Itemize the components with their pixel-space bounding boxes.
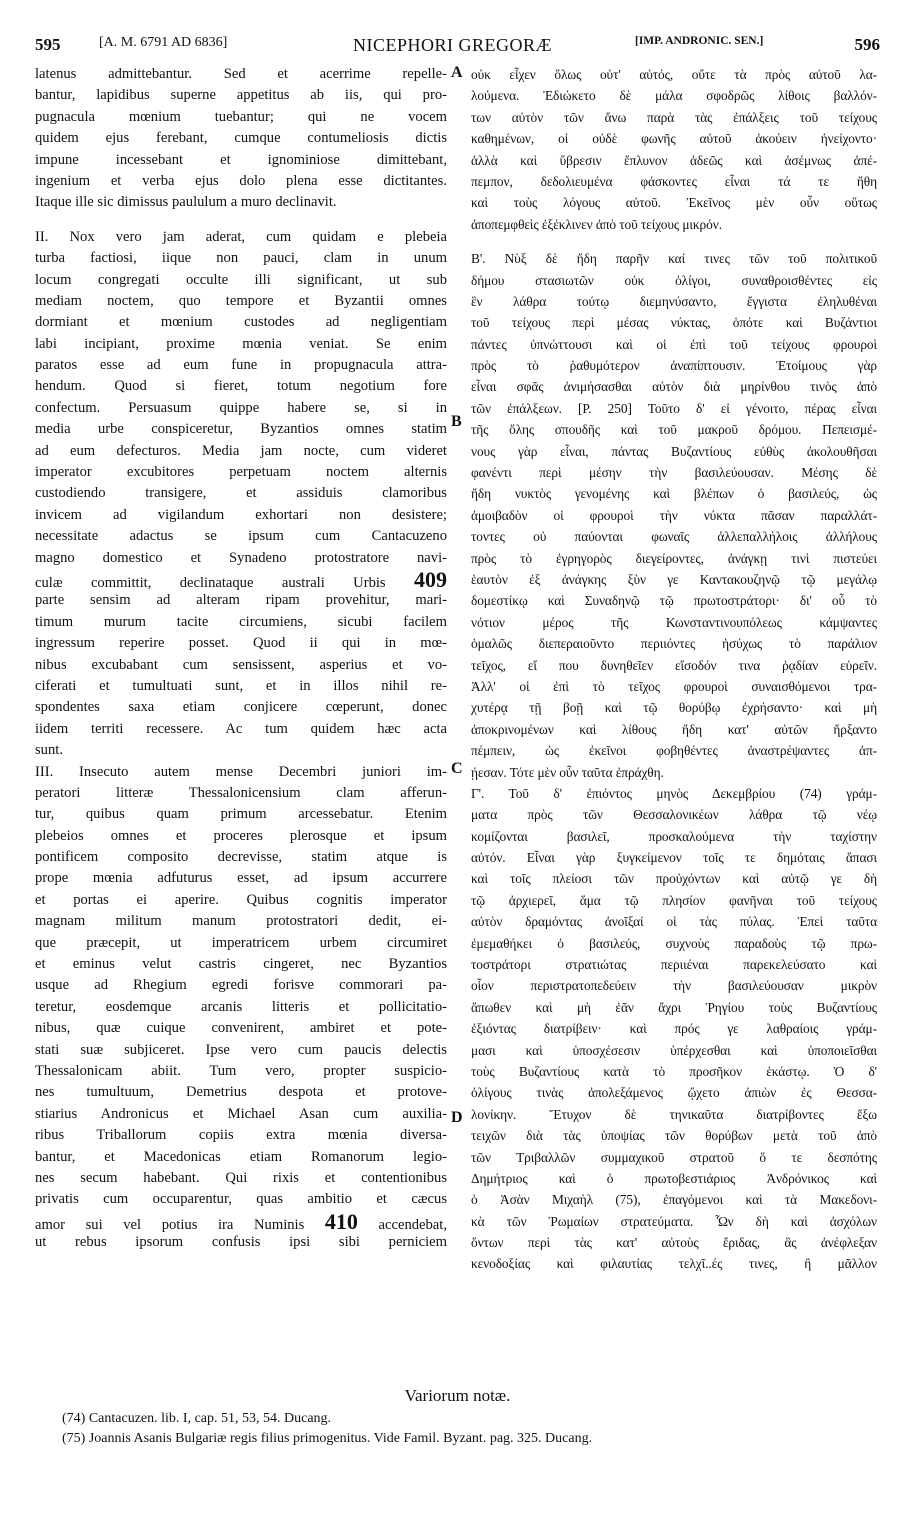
greek-line: των αὐτὸν τῶν ἄνω παρὰ τὰς ἐπάλξεις τοῦ τείχους	[471, 109, 877, 125]
latin-line: sunt.	[35, 742, 63, 759]
greek-line: οἷον περιστρατοπεδεύειν τὴν βασιλεύουσαν μικρὸν	[471, 978, 877, 994]
margin-letter-d: D	[451, 1109, 463, 1126]
latin-line	[35, 1211, 447, 1232]
latin-line: Thessalonicam abiit. Tum vero, propter suspicio-	[35, 1062, 447, 1079]
page-marker-409: 409	[414, 568, 447, 591]
latin-line: bantur, et Macedonicas etiam Romanorum legio-	[35, 1148, 447, 1165]
latin-line: invicem ad vigilandum exhortari non desistere;	[35, 506, 447, 523]
greek-line: αὐτόν. Εἶναι γὰρ ξυγκείμενον τοῖς τε δημόταις ἅπασι	[471, 850, 877, 866]
running-header	[35, 35, 880, 59]
latin-line: bantur, lapidibus superne appetitus ab iis, qui pro-	[35, 87, 447, 104]
greek-line: Δημήτριος καὶ ὁ πρωτοβεστιάριος Ἀνδρόνικος καὶ	[471, 1170, 877, 1186]
latin-line: stati suæ subjiceret. Ipse vero cum paucis delectis	[35, 1041, 447, 1058]
latin-line: et eminus velut castris cingeret, nec Byzantios	[35, 956, 447, 973]
greek-line: ὁμαλῶς διεπεραιοῦντο περιιόντες ἡσύχως τὸ παράλιον	[471, 636, 877, 652]
greek-line: τειχῶν διὰ τὰς ὑποψίας τῶν θορύβων μετὰ τοῦ ἀπὸ	[471, 1128, 877, 1144]
latin-line: nibus excubabant cum sensissent, asperius et vo-	[35, 656, 447, 673]
greek-line: λονίκην. Ἔτυχον δὲ τηνικαῦτα διατρίβοντες ἔξω	[471, 1106, 877, 1122]
latin-line: pugnacula mœnium tuebantur; qui ne vocem	[35, 108, 447, 125]
greek-line: νότιον μέρος τῆς Κωνσταντινουπόλεως κάμψαντες	[471, 614, 877, 630]
greek-line: Ἀλλ' οἱ ἐπὶ τὸ τεῖχος φρουροὶ συναισθόμενοι τρα-	[471, 678, 877, 694]
greek-line: πάντες ὑπνώττουσι καὶ οἱ ἐπὶ τοῦ τείχους φρουροὶ	[471, 336, 877, 352]
latin-line: quidem ejus ferebant, cumque contumeliosis dictis	[35, 130, 447, 147]
greek-line: οὐκ εἶχεν ὅλως οὐτ' αὐτός, οὔτε τὰ πρὸς αὐτοῦ λα-	[471, 67, 877, 82]
latin-line: Itaque ille sic dimissus paululum a muro declinavit.	[35, 194, 337, 211]
latin-line: stiarius Andronicus et Michael Asan cum auxilia-	[35, 1105, 447, 1122]
latin-line	[35, 569, 447, 590]
greek-line: τεῖχος, εἴ που δυνηθεῖεν εἴσοδόν τινα ῥᾳδίαν εὑρεῖν.	[471, 657, 877, 673]
latin-line: privatis cum occuparentur, quas ambitio et cæcus	[35, 1191, 447, 1208]
latin-line: media urbe conspiceretur, Byzantios omnes statim	[35, 421, 447, 438]
greek-line: ἤδη νυκτὸς γενομένης καὶ βλέπων ὁ βασιλεύς, ὡς	[471, 486, 877, 502]
latin-line-text: accendebat,	[378, 1216, 447, 1233]
greek-line: πρὸς τὸ ῥαθυμότερον ἀναπίπτουσιν. Ἑτοίμους γὰρ	[471, 358, 877, 374]
latin-line: tur, quibus quam primum arcessebatur. Etenim	[35, 806, 447, 823]
greek-line: πεμπον, δεδολιευμένα φάσκοντες εἶναι τά τε ἤθη	[471, 173, 877, 189]
greek-line: νους γὰρ εἶναι, πάντας Βυζαντίους εὐθὺς ἀκολουθῆσαι	[471, 443, 877, 459]
greek-line: καθημένων, οἱ οὐδὲ φωνῆς αὐτοῦ ἀκούειν ἠνείχοντο·	[471, 131, 877, 147]
latin-line: nes tumultuum, Demetrius despota et protove-	[35, 1084, 447, 1101]
year-range: [A. M. 6791 AD 6836]	[99, 35, 228, 50]
greek-line: ἑαυτὸν ἐξ ἀνάγκης ξὺν γε Καντακουζηνῷ τῷ μεγάλῳ	[471, 571, 877, 587]
latin-line: confectum. Persuasum quippe habere se, si in	[35, 399, 447, 416]
latin-line: que præcepit, ut imperatricem urbem circumiret	[35, 934, 447, 951]
greek-line: πρὸς τὸ ἐγρηγορὸς διεγείροντες, ἀνάγκῃ τινὶ πιστεύει	[471, 550, 877, 566]
latin-line: pontificem composito decrevisse, statim atque is	[35, 849, 447, 866]
greek-line: τῆς ὅλης σπουδῆς καὶ τοῦ μακροῦ δρόμου. Πεπεισμέ-	[471, 422, 877, 438]
running-title: NICEPHORI GREGORÆ	[353, 35, 553, 55]
greek-line: ὁ Ἀσὰν Μιχαὴλ (75), ἐπαγόμενοι καὶ τὰ Μακεδονι-	[471, 1192, 877, 1208]
latin-line: imperator excubitores perpetuam noctem alternis	[35, 464, 447, 481]
greek-line: κενοδοξίας καὶ φιλαυτίας τελχῖ..ές τινες, ἢ μᾶλλον	[471, 1256, 877, 1272]
latin-line: ribus Triballorum copiis extra mœnia diversa-	[35, 1127, 447, 1144]
footnote-74: (74) Cantacuzen. lib. I, cap. 51, 53, 54. Ducang.	[62, 1411, 332, 1426]
greek-line: τοῦ τείχους περὶ μέσας νύκτας, ὁπότε καὶ Βυζάντιοι	[471, 315, 877, 331]
greek-line: καὶ τοὺς λόγους αὐτοῦ. Ἐκεῖνος μὲν οὖν οὕτως	[471, 195, 877, 211]
greek-line: τοὺς Βυζαντίους κατὰ τὸ προσῆκον ἑκάστῳ. Ὁ δ'	[471, 1063, 877, 1079]
greek-line: ἓν λάθρα τούτῳ διεμηνύσαντο, ἔγγιστα ἐληλυθέναι	[471, 293, 877, 309]
greek-line: μασι καὶ ὑποσχέσεσιν ὑπέρχεσθαι καὶ ὑποποιεῖσθαι	[471, 1042, 877, 1058]
greek-line: καὶ τοῖς πλείοσι τῶν προὐχόντων καὶ αὐτῷ γε δὴ	[471, 871, 877, 887]
latin-line: teretur, eosdemque arcanis litteris et pollicitatio-	[35, 998, 447, 1015]
latin-line: timum murum tacite circumiens, sicubi facilem	[35, 613, 447, 630]
greek-line: χυτέρᾳ τῇ βοῇ καὶ τῷ θορύβῳ ἐχρήσαντο· καὶ μὴ	[471, 700, 877, 716]
greek-line: Γ'. Τοῦ δ' ἐπιόντος μηνὸς Δεκεμβρίου (74) γράμ-	[471, 785, 877, 801]
greek-line: ἀλλὰ καὶ ὕβρεσιν ἔπλυνον ἀδεῶς καὶ ἀσέμνως ἀπέ-	[471, 152, 877, 168]
latin-line: usque ad Rhegium egredi forisve commorari pa-	[35, 977, 447, 994]
greek-line: ὀλίγους τινὰς ἀπολεξάμενος ᾤχετο ἀπιὼν ἐς Θεσσα-	[471, 1085, 877, 1101]
latin-line: mediam noctem, quo tempore et Byzantii omnes	[35, 292, 447, 309]
latin-line-text: culæ committit, declinataque australi Urbis	[35, 574, 386, 591]
greek-line: εἶναι σφᾶς ἀνιμήσασθαι αὐτὸν διὰ μηρίνθου τινὸς ἀπὸ	[471, 379, 877, 395]
latin-column	[35, 64, 447, 1253]
latin-line: custodiendo transigere, et assiduis clamoribus	[35, 485, 447, 502]
latin-line: ciferati et tumultuati sunt, et in illos nihil re-	[35, 677, 447, 694]
page-marker-410: 410	[324, 1210, 358, 1233]
latin-line: parte sensim ad alteram ripam provehitur, mari-	[35, 592, 447, 609]
margin-letter-b: B	[451, 413, 462, 430]
latin-line: magnam militum manum protostratori dedit, ei-	[35, 913, 447, 930]
greek-line: ῄεσαν. Τότε μὲν οὖν ταῦτα ἐπράχθη.	[471, 764, 664, 780]
latin-line: necessitate adactus se ipsum cum Cantacuzeno	[35, 528, 447, 545]
greek-line: φανέντι περὶ μέσην τὴν βασιλεύουσαν. Μέσης δὲ	[471, 465, 877, 481]
latin-line: II. Nox vero jam aderat, cum quidam e plebeia	[35, 228, 447, 245]
greek-line: τῷ ἀρχιερεῖ, ἅμα τῷ πλησίον φανῆναι τοῦ τείχους	[471, 892, 877, 908]
latin-line: ad eum defecturos. Media jam nocte, cum videret	[35, 442, 447, 459]
greek-line: ἀποκρινομένων καὶ λίθους ἤδη κατ' αὐτῶν ἤρξαντο	[471, 721, 877, 737]
notes-heading: Variorum notæ.	[404, 1386, 511, 1405]
latin-line: turba factiosi, iique non pauci, clam in unum	[35, 250, 447, 267]
footnote-75: (75) Joannis Asanis Bulgariæ regis filius primogenitus. Vide Famil. Byzant. pag. 325. Ducang.	[62, 1431, 593, 1446]
latin-line: dormiant et mœnium custodes ad negligentiam	[35, 314, 447, 331]
latin-line: ut rebus ipsorum confusis ipsi sibi perniciem	[35, 1234, 447, 1251]
latin-line: locum congregati occulte illi significant, ut sub	[35, 271, 447, 288]
greek-line: ἐμεμαθήκει ὁ βασιλεύς, συχνοὺς παραδοὺς τῷ πρω-	[471, 935, 877, 951]
greek-line: ἀμοιβαδὸν οἱ φρουροὶ τὴν νύκτα πᾶσαν παραλλάτ-	[471, 507, 877, 523]
margin-letter-c: C	[451, 760, 463, 777]
margin-letter-a: A	[451, 64, 463, 81]
latin-line: peratori litteræ Thessalonicensium clam afferun-	[35, 784, 447, 801]
greek-line: τῶν Τριβαλλῶν συμμαχικοῦ στρατοῦ ὅ τε δεσπότης	[471, 1149, 877, 1165]
latin-line: nes secum habebant. Qui rixis et contentionibus	[35, 1169, 447, 1186]
greek-line: δομεστίκῳ καὶ Συναδηνῷ τῷ πρωτοστράτορι· δι' οὗ τὸ	[471, 593, 877, 609]
greek-line: κὰ τῶν Ῥωμαίων στρατεύματα. Ὧν δὴ καὶ ἀσχόλων	[471, 1213, 877, 1229]
latin-line: latenus admittebantur. Sed et acerrime repelle-	[35, 66, 447, 82]
latin-line: hendum. Quod si fieret, totum negotium fore	[35, 378, 447, 395]
latin-line: et portas ei aperire. Quibus cognitis imperator	[35, 891, 447, 908]
greek-line: ματα πρὸς τῶν Θεσσαλονικέων λάθρα τῷ νέῳ	[471, 807, 877, 823]
greek-line: τοντες οὐ παύονται φωναῖς ἀλλεπαλλήλοις ἀλλήλους	[471, 529, 877, 545]
greek-line: δήμου στασιωτῶν οὐκ ὀλίγοι, συναθροισθέντες εἰς	[471, 272, 877, 288]
latin-line: prope mœnia adfuturus esset, ad ipsum accurrere	[35, 870, 447, 887]
latin-line: magno domestico et Synadeno protostratore navi-	[35, 549, 447, 566]
latin-line: spondentes saxa etiam conjicere cœperunt, donec	[35, 699, 447, 716]
greek-line: αὐτὸν δραμόντας ἀνοῖξαί οἱ τὰς πύλας. Ἐπεὶ ταῦτα	[471, 914, 877, 930]
latin-line: paratos esse ad eum fune in propugnacula attra-	[35, 357, 447, 374]
page-number-right: 596	[854, 35, 880, 54]
greek-line: τοστράτορι στρατιώτας περιιέναι παρεκελεύσατο καὶ	[471, 957, 877, 973]
greek-line: ἄπωθεν καὶ μὴ ἐᾶν ἄχρι Ῥηγίου τοὺς Βυζαντίους	[471, 999, 877, 1015]
latin-line: impune incessebant et ignominiose dimittebant,	[35, 151, 447, 168]
latin-line: iidem territi recessere. Ac tum quidem hæc acta	[35, 720, 447, 737]
latin-line: labi incipiant, proxime mœnia veniat. Se enim	[35, 335, 447, 352]
latin-line: plebeios omnes et proceres plerosque et ipsum	[35, 827, 447, 844]
latin-line: ingenium et verba ejus dolo plena esse dictitantes.	[35, 172, 447, 189]
greek-column	[471, 64, 877, 1275]
latin-line: ingressum reperire posset. Quod ii qui in mœ-	[35, 635, 447, 652]
greek-line: ὄντων περὶ τὰς κατ' αὐτοὺς ἔριδας, ἃς ἀνέφλεξαν	[471, 1235, 877, 1251]
greek-line: τῶν ἐπάλξεων. [P. 250] Τοῦτο δ' εἰ γένοιτο, πέρας εἶναι	[471, 400, 877, 416]
page-number-left: 595	[35, 35, 61, 54]
section-label: [IMP. ANDRONIC. SEN.]	[635, 35, 764, 47]
greek-line: ἐξιόντας διατρίβειν· καὶ πρός γε λαθραίοις γράμ-	[471, 1021, 877, 1037]
greek-line: πέμπειν, ὡς ἐκεῖνοι φοβηθέντες ἀναστρέψαντες ἀπ-	[471, 743, 877, 759]
latin-line-text: amor sui vel potius ira Numinis	[35, 1216, 305, 1233]
latin-line: nibus, quæ cuique convenirent, ambiret et pote-	[35, 1020, 447, 1037]
greek-line: κομίζονται βασιλεῖ, προσκαλούμενα τὴν ταχίστην	[471, 828, 877, 844]
greek-line: λούμενα. Ἐδιώκετο δὲ μάλα σφοδρῶς λίθοις βαλλόν-	[471, 88, 877, 104]
latin-line: III. Insecuto autem mense Decembri juniori im-	[35, 763, 447, 780]
greek-line: Β'. Νὺξ δὲ ἤδη παρῆν καί τινες τῶν τοῦ πολιτικοῦ	[471, 251, 877, 267]
greek-line: ἀποπεμφθεὶς ἐξέκλινεν ἀπὸ τοῦ τείχους μικρόν.	[471, 216, 722, 232]
